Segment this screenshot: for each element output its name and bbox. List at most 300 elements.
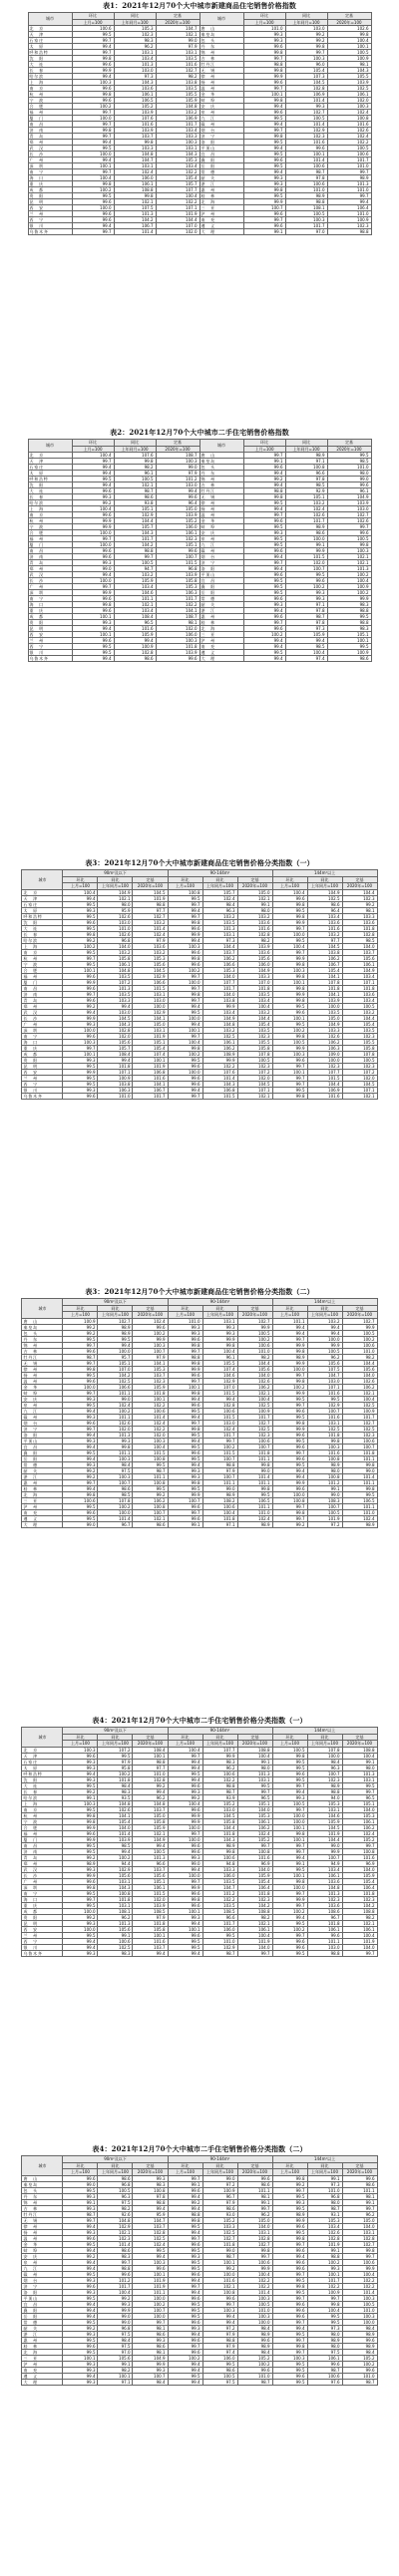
value-cell: 105.7 xyxy=(114,524,156,530)
value-cell: 106.3 xyxy=(307,1045,342,1051)
value-cell: 99.4 xyxy=(202,2319,237,2325)
value-cell: 99.2 xyxy=(133,1782,168,1788)
value-cell: 99.7 xyxy=(168,985,202,991)
value-cell: 108.9 xyxy=(202,1051,237,1057)
value-cell: 99.5 xyxy=(272,1759,307,1765)
value-cell: 102.5 xyxy=(133,2235,168,2241)
city-cell: 乌鲁木齐 xyxy=(28,656,72,662)
value-cell: 99.4 xyxy=(63,2301,98,2307)
value-cell: 99.5 xyxy=(63,2271,98,2277)
value-cell: 99.8 xyxy=(327,542,371,548)
value-cell: 98.9 xyxy=(98,1330,133,1336)
value-cell: 108.5 xyxy=(133,1908,168,1914)
value-cell: 98.1 xyxy=(327,62,371,68)
value-cell: 100.0 xyxy=(307,1057,342,1063)
value-cell: 105.8 xyxy=(342,1045,377,1051)
value-cell: 99.5 xyxy=(272,2331,307,2337)
value-cell: 99.7 xyxy=(72,229,114,235)
value-cell: 99.5 xyxy=(63,1063,98,1069)
value-cell: 99.9 xyxy=(272,1390,307,1396)
city-cell: 桂 林 xyxy=(200,193,243,199)
city-cell: 惠 州 xyxy=(22,2337,63,2343)
city-cell: 赣 州 xyxy=(200,122,243,128)
value-cell: 100.0 xyxy=(307,1003,342,1009)
value-cell: 99.3 xyxy=(168,1473,202,1479)
value-cell: 100.9 xyxy=(237,1408,272,1414)
city-cell: 秦皇岛 xyxy=(200,459,243,465)
value-cell: 98.8 xyxy=(133,901,168,907)
value-cell: 99.4 xyxy=(168,1776,202,1782)
value-cell: 99.7 xyxy=(168,1378,202,1384)
city-cell: 长 春 xyxy=(28,68,72,74)
city-cell: 厦 门 xyxy=(22,1836,63,1842)
value-cell: 100.5 xyxy=(114,477,156,483)
city-cell: 常 德 xyxy=(200,596,243,602)
value-cell: 100.6 xyxy=(342,1342,377,1348)
value-cell: 100.8 xyxy=(307,1473,342,1479)
value-cell: 100.3 xyxy=(168,943,202,949)
value-cell: 108.8 xyxy=(114,187,156,193)
value-cell: 102.6 xyxy=(307,2229,342,2235)
value-cell: 99.5 xyxy=(168,2307,202,2313)
header-size-group: 90m²及以下 xyxy=(63,1299,168,1306)
value-cell: 100.8 xyxy=(98,1890,133,1896)
city-cell: 武 汉 xyxy=(22,1009,63,1015)
city-cell: 昆 明 xyxy=(28,626,72,632)
value-cell: 100.1 xyxy=(133,1396,168,1402)
value-cell: 105.5 xyxy=(202,1360,237,1366)
value-cell: 103.2 xyxy=(156,110,200,116)
value-cell: 104.4 xyxy=(114,518,156,524)
value-cell: 104.3 xyxy=(98,1021,133,1027)
value-cell: 100.0 xyxy=(63,1926,98,1932)
value-cell: 99.9 xyxy=(63,979,98,985)
header-size-group: 144m²以上 xyxy=(272,870,377,877)
value-cell: 101.0 xyxy=(243,26,285,32)
value-cell: 99.8 xyxy=(202,1848,237,1854)
value-cell: 99.7 xyxy=(168,1830,202,1836)
value-cell: 105.3 xyxy=(237,1812,272,1818)
value-cell: 106.6 xyxy=(98,1384,133,1390)
city-cell: 南 宁 xyxy=(28,169,72,175)
value-cell: 98.2 xyxy=(237,937,272,943)
value-cell: 98.1 xyxy=(342,907,377,913)
value-cell: 97.9 xyxy=(133,937,168,943)
city-cell: 乌鲁木齐 xyxy=(22,1950,63,1956)
city-cell: 深 圳 xyxy=(28,590,72,596)
city-cell: 包 头 xyxy=(22,1330,63,1336)
value-cell: 96.1 xyxy=(114,471,156,477)
value-cell: 99.4 xyxy=(202,1396,237,1402)
value-cell: 97.3 xyxy=(307,2325,342,2331)
value-cell: 99.6 xyxy=(63,2283,98,2289)
value-cell: 96.2 xyxy=(307,1354,342,1360)
header-mom-base: 上月=100 xyxy=(168,1312,202,1319)
value-cell: 99.3 xyxy=(63,1021,98,1027)
value-cell: 99.1 xyxy=(237,2199,272,2205)
value-cell: 99.8 xyxy=(243,187,285,193)
value-cell: 101.5 xyxy=(202,1390,237,1396)
value-cell: 99.6 xyxy=(272,2223,307,2229)
value-cell: 103.8 xyxy=(307,949,342,955)
value-cell: 106.7 xyxy=(114,223,156,229)
value-cell: 99.3 xyxy=(168,1330,202,1336)
value-cell: 104.8 xyxy=(114,152,156,158)
value-cell: 102.3 xyxy=(237,1033,272,1039)
value-cell: 98.8 xyxy=(327,608,371,614)
value-cell: 99.5 xyxy=(63,925,98,931)
value-cell: 99.2 xyxy=(72,500,114,506)
value-cell: 104.1 xyxy=(98,1812,133,1818)
value-cell: 99.5 xyxy=(243,163,285,169)
value-cell: 105.4 xyxy=(285,68,327,74)
value-cell: 99.5 xyxy=(243,152,285,158)
value-cell: 104.4 xyxy=(342,1015,377,1021)
value-cell: 99.5 xyxy=(272,907,307,913)
value-cell: 99.6 xyxy=(168,1336,202,1342)
value-cell: 99.9 xyxy=(237,2265,272,2271)
value-cell: 108.4 xyxy=(114,614,156,620)
value-cell: 100.2 xyxy=(272,1908,307,1914)
header-city: 城市 xyxy=(28,440,72,453)
value-cell: 98.2 xyxy=(237,1914,272,1920)
city-cell: 南 昌 xyxy=(28,122,72,128)
value-cell: 104.6 xyxy=(114,590,156,596)
header-mom: 环比 xyxy=(243,13,285,20)
value-cell: 100.1 xyxy=(98,2373,133,2379)
value-cell: 101.6 xyxy=(202,2277,237,2283)
value-cell: 103.4 xyxy=(307,913,342,919)
city-cell: 蚌 埠 xyxy=(22,2247,63,2253)
value-cell: 99.5 xyxy=(63,901,98,907)
value-cell: 103.0 xyxy=(202,1420,237,1426)
value-cell: 105.0 xyxy=(237,889,272,895)
value-cell: 99.7 xyxy=(272,1503,307,1509)
value-cell: 105.6 xyxy=(98,2355,133,2361)
value-cell: 100.4 xyxy=(237,2271,272,2277)
value-cell: 100.1 xyxy=(133,1057,168,1063)
value-cell: 99.7 xyxy=(72,50,114,56)
city-cell: 蚌 埠 xyxy=(200,98,243,104)
value-cell: 101.6 xyxy=(342,1854,377,1860)
header-yoy: 同比 xyxy=(98,1734,133,1741)
value-cell: 106.0 xyxy=(156,524,200,530)
value-cell: 99.8 xyxy=(72,602,114,608)
value-cell: 98.0 xyxy=(342,1765,377,1771)
value-cell: 101.3 xyxy=(98,1920,133,1926)
value-cell: 105.3 xyxy=(156,584,200,590)
value-cell: 106.2 xyxy=(202,955,237,961)
value-cell: 104.5 xyxy=(202,1812,237,1818)
city-cell: 西 宁 xyxy=(22,1938,63,1944)
value-cell: 98.4 xyxy=(307,1759,342,1765)
value-cell: 98.9 xyxy=(307,2337,342,2343)
value-cell: 99.6 xyxy=(272,2301,307,2307)
city-cell: 银 川 xyxy=(22,1944,63,1950)
value-cell: 99.5 xyxy=(272,2277,307,2283)
header-city: 城市 xyxy=(22,1728,63,1748)
value-cell: 102.9 xyxy=(114,512,156,518)
value-cell: 108.7 xyxy=(156,614,200,620)
value-cell: 100.2 xyxy=(98,1854,133,1860)
value-cell: 99.3 xyxy=(168,1324,202,1330)
city-cell: 牡丹江 xyxy=(200,62,243,68)
value-cell: 104.3 xyxy=(98,1884,133,1890)
value-cell: 106.2 xyxy=(307,955,342,961)
value-cell: 100.3 xyxy=(307,1444,342,1449)
value-cell: 98.5 xyxy=(285,483,327,488)
city-cell: 大 连 xyxy=(22,1782,63,1788)
value-cell: 101.9 xyxy=(133,895,168,901)
value-cell: 97.9 xyxy=(156,44,200,50)
value-cell: 99.4 xyxy=(243,471,285,477)
value-cell: 105.1 xyxy=(133,1878,168,1884)
value-cell: 99.7 xyxy=(237,1788,272,1794)
city-cell: 合 肥 xyxy=(22,967,63,973)
value-cell: 107.7 xyxy=(202,1747,237,1753)
value-cell: 106.1 xyxy=(133,1884,168,1890)
value-cell: 98.7 xyxy=(285,169,327,175)
value-cell: 100.0 xyxy=(272,1818,307,1824)
value-cell: 101.2 xyxy=(156,477,200,483)
value-cell: 99.6 xyxy=(72,548,114,554)
city-cell: 湛 江 xyxy=(200,608,243,614)
value-cell: 103.1 xyxy=(202,1318,237,1324)
value-cell: 103.4 xyxy=(114,584,156,590)
city-cell: 济 南 xyxy=(22,1848,63,1854)
value-cell: 99.9 xyxy=(272,2217,307,2223)
value-cell: 101.3 xyxy=(133,1854,168,1860)
value-cell: 99.5 xyxy=(63,961,98,967)
value-cell: 103.6 xyxy=(307,1878,342,1884)
city-cell: 昆 明 xyxy=(28,199,72,205)
value-cell: 99.6 xyxy=(72,608,114,614)
value-cell: 102.0 xyxy=(156,229,200,235)
value-cell: 99.3 xyxy=(243,530,285,536)
table-title: 表4：2021年12月70个大中城市二手住宅销售价格分类指数（二） xyxy=(92,2144,307,2153)
value-cell: 99.8 xyxy=(272,1830,307,1836)
value-cell: 100.2 xyxy=(307,2259,342,2265)
value-cell: 104.8 xyxy=(98,2217,133,2223)
value-cell: 99.4 xyxy=(168,2229,202,2235)
city-cell: 太 原 xyxy=(28,44,72,50)
value-cell: 101.6 xyxy=(237,1854,272,1860)
value-cell: 107.7 xyxy=(307,1069,342,1075)
value-cell: 99.5 xyxy=(272,1087,307,1093)
value-cell: 102.1 xyxy=(114,483,156,488)
value-cell: 97.6 xyxy=(307,2379,342,2385)
value-cell: 97.1 xyxy=(285,602,327,608)
value-cell: 97.2 xyxy=(307,1521,342,1527)
header-fixed: 定基 xyxy=(237,1734,272,1741)
value-cell: 108.1 xyxy=(285,205,327,211)
value-cell: 99.8 xyxy=(342,1461,377,1467)
city-cell: 九 江 xyxy=(200,542,243,548)
value-cell: 101.0 xyxy=(133,1771,168,1776)
value-cell: 100.9 xyxy=(327,584,371,590)
city-cell: 扬 州 xyxy=(22,2229,63,2235)
value-cell: 105.2 xyxy=(202,1800,237,1806)
value-cell: 94.7 xyxy=(114,566,156,572)
value-cell: 99.8 xyxy=(168,1360,202,1366)
value-cell: 103.4 xyxy=(237,997,272,1003)
value-cell: 103.0 xyxy=(327,506,371,512)
value-cell: 93.5 xyxy=(98,1794,133,1800)
value-cell: 104.3 xyxy=(114,530,156,536)
value-cell: 103.7 xyxy=(133,1372,168,1378)
value-cell: 104.0 xyxy=(342,1806,377,1812)
value-cell: 104.9 xyxy=(133,2355,168,2361)
value-cell: 101.0 xyxy=(237,1348,272,1354)
value-cell: 97.1 xyxy=(202,1521,237,1527)
value-cell: 99.5 xyxy=(243,584,285,590)
value-cell: 99.1 xyxy=(63,2199,98,2205)
value-cell: 98.2 xyxy=(342,1914,377,1920)
value-cell: 105.9 xyxy=(133,1384,168,1390)
value-cell: 106.1 xyxy=(237,1818,272,1824)
value-cell: 102.1 xyxy=(98,895,133,901)
value-cell: 99.2 xyxy=(285,38,327,44)
value-cell: 99.3 xyxy=(63,1920,98,1926)
value-cell: 99.5 xyxy=(72,650,114,656)
value-cell: 99.5 xyxy=(98,1336,133,1342)
header-fixed: 定基 xyxy=(237,2162,272,2169)
value-cell: 99.6 xyxy=(243,518,285,524)
value-cell: 102.4 xyxy=(202,1426,237,1432)
value-cell: 101.8 xyxy=(156,644,200,650)
value-cell: 99.7 xyxy=(72,110,114,116)
city-cell: 深 圳 xyxy=(28,163,72,169)
city-cell: 昆 明 xyxy=(22,1063,63,1069)
city-cell: 石家庄 xyxy=(22,1759,63,1765)
value-cell: 99.4 xyxy=(243,146,285,152)
value-cell: 100.9 xyxy=(202,2187,237,2193)
value-cell: 99.6 xyxy=(272,1057,307,1063)
value-cell: 102.7 xyxy=(237,1420,272,1426)
value-cell: 101.5 xyxy=(133,985,168,991)
value-cell: 102.5 xyxy=(98,1378,133,1384)
value-cell: 101.8 xyxy=(307,985,342,991)
city-cell: 合 肥 xyxy=(28,104,72,110)
value-cell: 105.2 xyxy=(342,1836,377,1842)
value-cell: 99.5 xyxy=(168,1408,202,1414)
city-cell: 泸 州 xyxy=(200,638,243,644)
value-cell: 102.1 xyxy=(114,602,156,608)
value-cell: 102.4 xyxy=(133,931,168,937)
value-cell: 100.2 xyxy=(237,2361,272,2367)
value-cell: 100.0 xyxy=(237,2319,272,2325)
city-cell: 广 州 xyxy=(28,584,72,590)
value-cell: 99.4 xyxy=(72,572,114,578)
value-cell: 107.0 xyxy=(237,979,272,985)
value-cell: 101.8 xyxy=(202,2241,237,2247)
value-cell: 105.6 xyxy=(237,955,272,961)
value-cell: 101.9 xyxy=(133,2277,168,2283)
city-cell: 北 京 xyxy=(28,26,72,32)
value-cell: 99.5 xyxy=(272,937,307,943)
value-cell: 104.0 xyxy=(342,2223,377,2229)
value-cell: 103.0 xyxy=(285,26,327,32)
city-cell: 宁 波 xyxy=(28,524,72,530)
value-cell: 99.5 xyxy=(72,477,114,483)
value-cell: 108.4 xyxy=(98,1051,133,1057)
value-cell: 102.9 xyxy=(98,2223,133,2229)
city-cell: 丹 东 xyxy=(200,471,243,477)
value-cell: 100.5 xyxy=(307,1348,342,1354)
value-cell: 102.0 xyxy=(237,1075,272,1081)
header-mom-base: 上月=100 xyxy=(272,1741,307,1748)
city-cell: 宜 昌 xyxy=(200,578,243,584)
city-cell: 南 昌 xyxy=(22,985,63,991)
value-cell: 103.9 xyxy=(156,572,200,578)
city-cell: 常 德 xyxy=(22,2319,63,2325)
header-mom: 环比 xyxy=(63,1305,98,1312)
value-cell: 98.3 xyxy=(202,1759,237,1765)
value-cell: 99.6 xyxy=(72,554,114,560)
value-cell: 98.2 xyxy=(98,2367,133,2373)
city-cell: 福 州 xyxy=(22,973,63,979)
value-cell: 98.8 xyxy=(133,2199,168,2205)
value-cell: 100.0 xyxy=(98,1348,133,1354)
value-cell: 98.0 xyxy=(237,907,272,913)
city-cell: 青 岛 xyxy=(28,134,72,140)
value-cell: 105.4 xyxy=(342,1878,377,1884)
value-cell: 99.5 xyxy=(168,1938,202,1944)
city-cell: 泉 州 xyxy=(200,110,243,116)
value-cell: 103.2 xyxy=(202,1027,237,1033)
value-cell: 102.0 xyxy=(156,626,200,632)
value-cell: 99.4 xyxy=(72,656,114,662)
value-cell: 100.0 xyxy=(342,2319,377,2325)
city-cell: 无 锡 xyxy=(200,68,243,74)
value-cell: 100.5 xyxy=(272,1039,307,1045)
value-cell: 99.7 xyxy=(272,949,307,955)
value-cell: 100.2 xyxy=(72,187,114,193)
city-cell: 长 春 xyxy=(28,494,72,500)
value-cell: 99.8 xyxy=(168,955,202,961)
city-cell: 郑 州 xyxy=(28,140,72,146)
value-cell: 99.9 xyxy=(243,74,285,80)
value-cell: 99.9 xyxy=(307,1342,342,1348)
value-cell: 99.5 xyxy=(272,1866,307,1872)
value-cell: 103.2 xyxy=(237,1009,272,1015)
city-cell: 三 亚 xyxy=(200,632,243,638)
value-cell: 102.6 xyxy=(98,931,133,937)
header-fixed: 定基 xyxy=(133,1734,168,1741)
value-cell: 99.3 xyxy=(168,1914,202,1920)
value-cell: 99.6 xyxy=(168,2241,202,2247)
header-fixed: 定基 xyxy=(237,1305,272,1312)
value-cell: 105.4 xyxy=(237,1878,272,1884)
city-cell: 深 圳 xyxy=(22,1884,63,1890)
city-cell: 无 锡 xyxy=(200,494,243,500)
value-cell: 98.1 xyxy=(342,2193,377,2199)
value-cell: 100.0 xyxy=(72,578,114,584)
city-cell: 北 京 xyxy=(28,453,72,459)
header-city: 城市 xyxy=(22,1299,63,1319)
value-cell: 106.1 xyxy=(114,92,156,98)
value-cell: 99.9 xyxy=(168,1366,202,1372)
value-cell: 97.3 xyxy=(285,626,327,632)
value-cell: 99.0 xyxy=(72,566,114,572)
value-cell: 99.8 xyxy=(243,98,285,104)
value-cell: 105.5 xyxy=(156,92,200,98)
value-cell: 99.8 xyxy=(272,1348,307,1354)
value-cell: 101.3 xyxy=(307,1890,342,1896)
value-cell: 101.5 xyxy=(202,1449,237,1455)
value-cell: 99.4 xyxy=(272,2325,307,2331)
value-cell: 100.9 xyxy=(63,1318,98,1324)
